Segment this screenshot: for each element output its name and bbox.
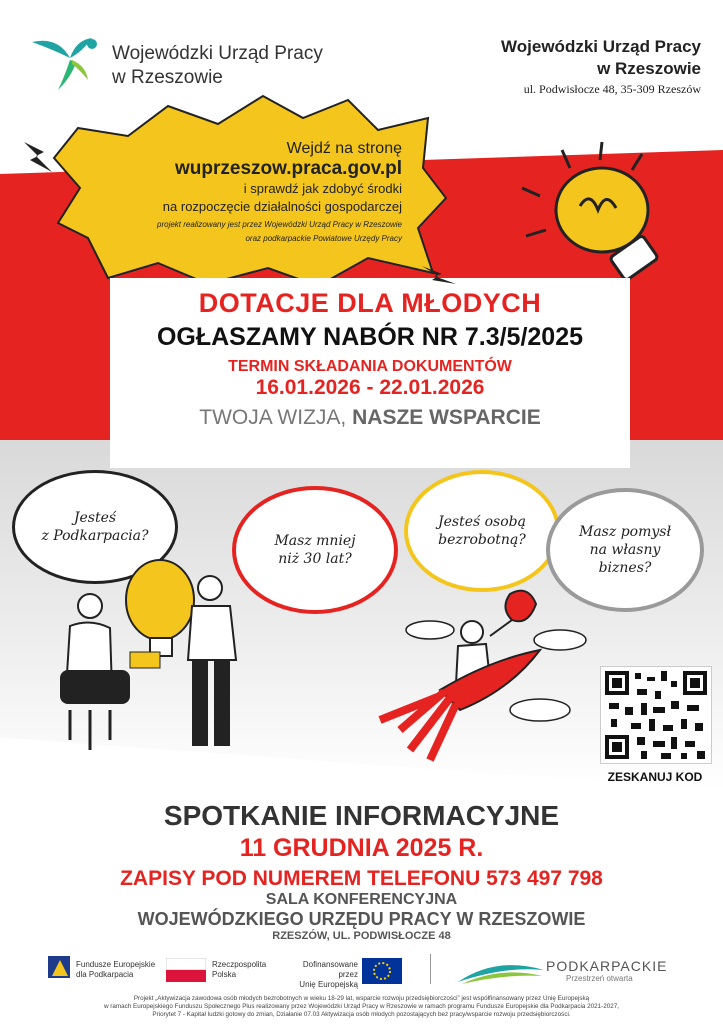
meeting-title: SPOTKANIE INFORMACYJNE	[163, 800, 560, 831]
slogan-part-b: NASZE WSPARCIE	[352, 406, 541, 429]
footer-divider	[430, 954, 431, 984]
header-address: ul. Podwisłocze 48, 35-309 Rzeszów	[523, 82, 701, 96]
people-with-bulb-illustration	[40, 540, 260, 770]
slogan	[110, 406, 630, 430]
promo-note-2: oraz podkarpackie Powiatowe Urzędy Pracy	[245, 234, 402, 243]
rocket-man-illustration	[360, 580, 600, 780]
logo-wordmark	[112, 42, 323, 90]
header-org-line-1: Wojewódzki Urząd Pracy	[501, 37, 701, 56]
header-org-line-2: w Rzeszowie	[597, 59, 701, 78]
footnote-line-1: Projekt „Aktywizacja zawodowa osób młodych bezrobotnych w wieku 18-29 lat, wsparcie rozwoju przedsiębiorczości” jest współfinansowany przez Unię Europejską	[133, 995, 590, 1002]
bubble-2-line-2: niż 30 lat?	[278, 551, 352, 567]
fe-line-2: dla Podkarpacia	[76, 970, 134, 979]
qr-label: ZESKANUJ KOD	[607, 770, 703, 784]
poland-flag-icon	[166, 958, 206, 982]
bubble-4-line-1: Masz pomysł	[579, 524, 671, 540]
deadline-dates: 16.01.2026 - 22.01.2026	[255, 376, 485, 399]
bubble-4-line-2: na własny	[589, 542, 661, 558]
announcement-text	[110, 288, 630, 430]
bubble-3-line-1: Jesteś osobą	[438, 514, 526, 530]
deadline-label: TERMIN SKŁADANIA DOKUMENTÓW	[228, 358, 512, 375]
promo-url-link[interactable]: wuprzeszow.praca.gov.pl	[175, 158, 402, 179]
fe-text	[76, 960, 155, 980]
main-title: DOTACJE DLA MŁODYCH	[198, 288, 542, 318]
bubble-1-line-1: Jesteś	[73, 510, 117, 526]
wup-bird-logo-icon	[28, 30, 104, 92]
rp-line-2: Polska	[212, 970, 237, 979]
promo-text	[92, 140, 402, 244]
qr-code[interactable]	[600, 666, 712, 764]
promo-line-1: Wejdź na stronę	[286, 140, 402, 157]
bubble-3-line-2: bezrobotną?	[438, 532, 526, 548]
promo-note-1: projekt realizowany jest przez Wojewódzki Urząd Pracy w Rzeszowie	[157, 220, 402, 229]
podkarpackie-sub: Przestrzeń otwarta	[566, 974, 633, 983]
bubble-4-line-3: biznes?	[598, 560, 652, 576]
header-address-block	[501, 36, 701, 97]
rp-text	[212, 960, 266, 980]
meeting-venue-1: SALA KONFERENCYJNA	[265, 891, 458, 908]
recruitment-number: OGŁASZAMY NABÓR NR 7.3/5/2025	[156, 323, 584, 351]
podkarpackie-wave-icon	[456, 956, 546, 986]
footer-logos	[0, 952, 723, 992]
meeting-phone[interactable]: ZAPISY POD NUMEREM TELEFONU 573 497 798	[120, 867, 603, 890]
meeting-info	[0, 800, 723, 942]
bubble-2-line-1: Masz mniej	[274, 533, 356, 549]
ue-line-1: Dofinansowane przez	[302, 960, 358, 979]
fe-line-1: Fundusze Europejskie	[76, 960, 156, 969]
meeting-address: RZESZÓW, UL. PODWISŁOCZE 48	[272, 930, 451, 942]
light-bulb-icon	[510, 140, 690, 290]
slogan-part-a: TWOJA WIZJA,	[199, 406, 347, 429]
promo-line-4: na rozpoczęcie działalności gospodarczej	[162, 199, 402, 214]
logo-line-1: Wojewódzki Urząd Pracy	[112, 43, 323, 64]
eu-funds-logo-icon	[48, 952, 72, 980]
meeting-venue-2: WOJEWÓDZKIEGO URZĘDU PRACY W RZESZOWIE	[137, 909, 586, 929]
logo-line-2: w Rzeszowie	[112, 67, 223, 88]
bubble-1-line-2: z Podkarpacia?	[41, 528, 149, 544]
rp-line-1: Rzeczpospolita	[212, 960, 267, 969]
lightning-left-icon	[18, 138, 58, 178]
lightning-small-icon	[420, 262, 460, 286]
footnote-line-3: Priorytet 7 - Kapitał ludzki gotowy do zmian, Działanie 07.03 Aktywizacja osób młodych pozostających bez pracy/wsparcie rozwoju przedsiębiorczości.	[152, 1011, 571, 1018]
meeting-date: 11 GRUDNIA 2025 R.	[239, 834, 484, 862]
footnote-line-2: w ramach Europejskiego Funduszu Społecznego Plus realizowany przez Wojewódzki Urząd Pracy w Rzeszowie w ramach programu Fundusze Europejskie dla Podkarpacia 2021-2027,	[103, 1003, 620, 1010]
promo-line-3: i sprawdź jak zdobyć środki	[243, 181, 402, 196]
project-footnote	[20, 995, 703, 1019]
podkarpackie-name: PODKARPACKIE	[546, 958, 668, 974]
ue-line-2: Unię Europejską	[299, 980, 358, 989]
ue-text	[286, 960, 358, 990]
eu-flag-icon	[362, 958, 402, 984]
bubble-unemployed	[404, 470, 560, 592]
